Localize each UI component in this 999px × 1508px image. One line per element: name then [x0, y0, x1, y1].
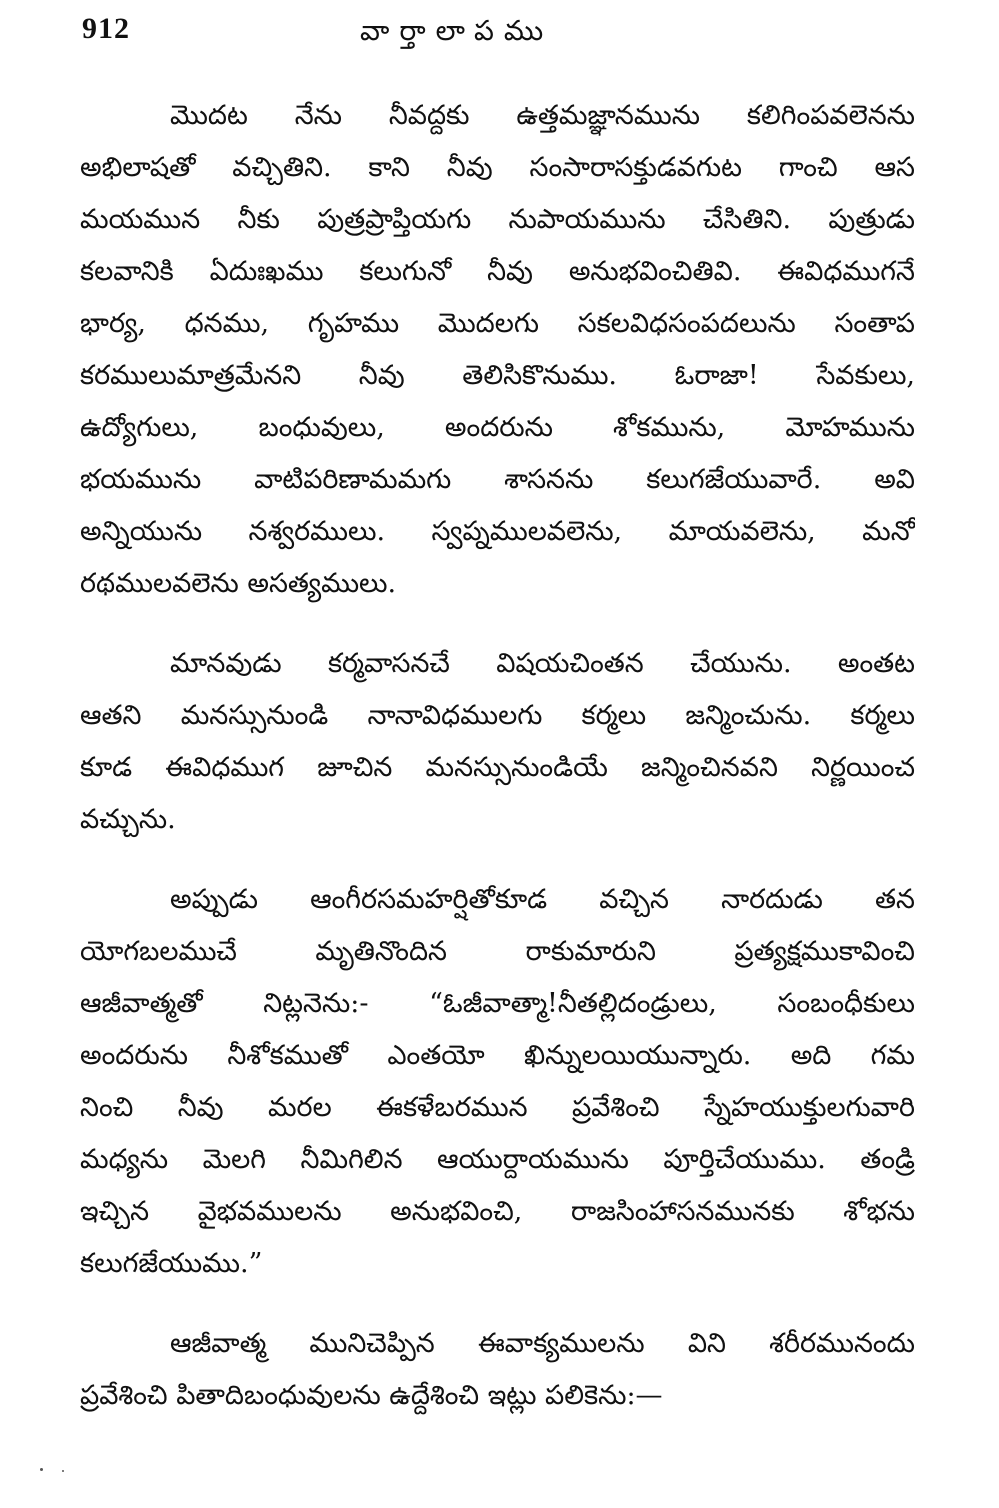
body-text — [80, 90, 915, 1422]
running-title: వార్తాలాపము — [360, 14, 554, 47]
text-line: వచ్చును. — [80, 804, 176, 835]
paragraph — [80, 874, 915, 1290]
text-line: మానవుడు కర్మవాసనచే విషయచింతన చేయును. అంతట — [170, 648, 915, 679]
text-line: ఉద్యోగులు, బంధువులు, అందరును శోకమును, మోహమును — [80, 412, 915, 443]
scan-speck — [62, 1470, 64, 1472]
text-line: అభిలాషతో వచ్చితిని. కాని నీవు సంసారాసక్తుడవగుట గాంచి ఆస — [80, 152, 915, 183]
text-line: భయమును వాటిపరిణామమగు శాసనను కలుగజేయువారే. అవి — [80, 464, 915, 495]
text-line: ఇచ్చిన వైభవములను అనుభవించి, రాజసింహాసనమునకు శోభను — [80, 1196, 915, 1227]
text-line: అందరును నీశోకముతో ఎంతయో ఖిన్నులయియున్నారు. అది గమ — [80, 1040, 915, 1071]
text-line: మయమున నీకు పుత్రప్రాప్తియగు నుపాయమును చేసితిని. పుత్రుడు — [80, 204, 915, 235]
text-line: భార్య, ధనము, గృహము మొదలగు సకలవిధసంపదలును సంతాప — [80, 308, 915, 339]
paragraph — [80, 1318, 915, 1422]
text-line: ఆతని మనస్సునుండి నానావిధములగు కర్మలు జన్మించును. కర్మలు — [80, 700, 915, 731]
text-line: కలవానికి ఏదుఃఖము కలుగునో నీవు అనుభవించితివి. ఈవిధముగనే — [80, 256, 915, 287]
text-line: అప్పుడు ఆంగీరసమహర్షితోకూడ వచ్చిన నారదుడు తన — [170, 884, 915, 915]
scan-speck — [40, 1468, 43, 1471]
page-number: 912 — [82, 12, 130, 45]
text-line: అన్నియును నశ్వరములు. స్వప్నములవలెను, మాయవలెను, మనో — [80, 516, 915, 547]
text-line: యోగబలముచే మృతినొందిన రాకుమారుని ప్రత్యక్షముకావించి — [80, 936, 915, 967]
text-line: ఆజీవాత్మతో నిట్లనెను:- “ఓజీవాత్మా!నీతల్లిదండ్రులు, సంబంధీకులు — [80, 988, 915, 1019]
text-line: రథములవలెను అసత్యములు. — [80, 568, 397, 599]
paragraph — [80, 90, 915, 610]
text-line: కూడ ఈవిధముగ జూచిన మనస్సునుండియే జన్మించినవని నిర్ణయించ — [80, 752, 915, 783]
text-line: కలుగజేయుము.” — [80, 1248, 263, 1279]
text-line: ఆజీవాత్మ మునిచెప్పిన ఈవాక్యములను విని శరీరమునందు — [170, 1328, 915, 1359]
text-line: నించి నీవు మరల ఈకళేబరమున ప్రవేశించి స్నేహయుక్తులగువారి — [80, 1092, 915, 1123]
text-line: కరములుమాత్రమేనని నీవు తెలిసికొనుము. ఓరాజా! సేవకులు, — [80, 360, 915, 391]
text-line: మొదట నేను నీవద్దకు ఉత్తమజ్ఞానమును కలిగింపవలెనను — [170, 100, 915, 131]
paragraph — [80, 638, 915, 846]
text-line: మధ్యను మెలగి నీమిగిలిన ఆయుర్దాయమును పూర్తిచేయుము. తండ్రి — [80, 1144, 915, 1175]
text-line: ప్రవేశించి పితాదిబంధువులను ఉద్దేశించి ఇట్లు పలికెను:— — [80, 1380, 663, 1411]
